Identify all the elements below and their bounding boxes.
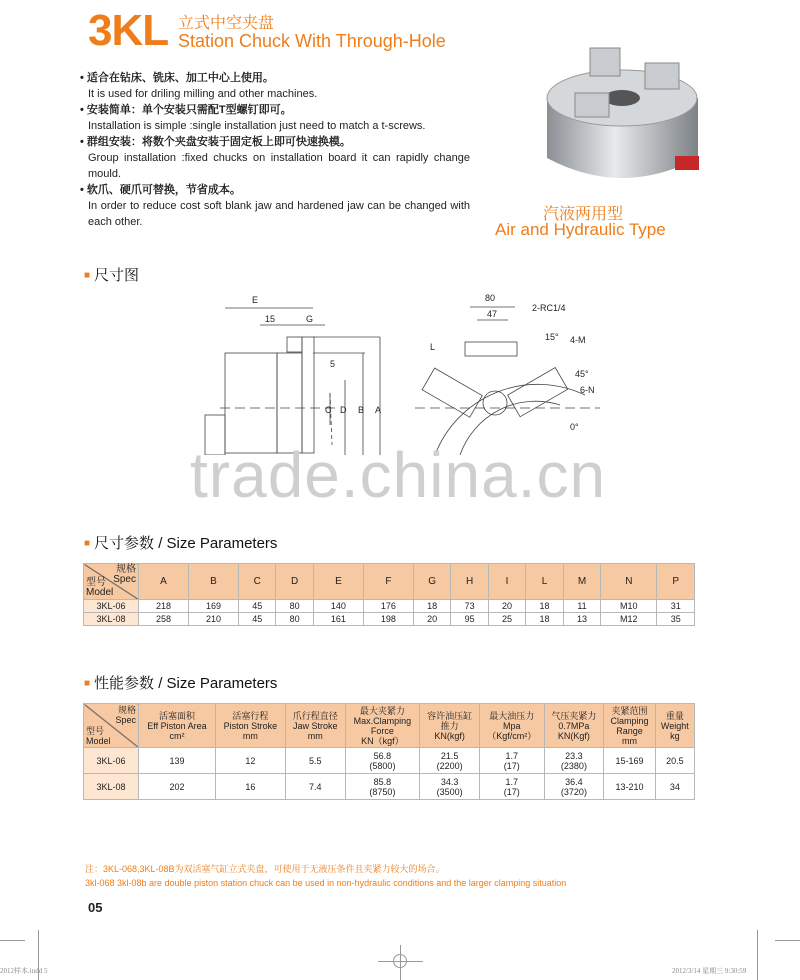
- column-header: M: [563, 564, 600, 600]
- column-header: E: [313, 564, 363, 600]
- value-cell: [655, 774, 694, 800]
- dim-label: E: [252, 295, 259, 305]
- header-line: KN(Kgf): [557, 730, 590, 741]
- spec-cn: 规格: [116, 564, 136, 575]
- value-line: 13-210: [615, 781, 644, 792]
- value-cell: 73: [451, 600, 488, 613]
- product-caption-en: Air and Hydraulic Type: [495, 220, 666, 239]
- column-header: A: [139, 564, 189, 600]
- column-header: [215, 704, 285, 748]
- column-header: [544, 704, 604, 748]
- column-header: [139, 704, 216, 748]
- header-line: mm: [622, 735, 638, 746]
- value-cell: 25: [488, 613, 525, 626]
- value-line: (3720): [560, 786, 587, 797]
- column-header: D: [276, 564, 313, 600]
- feature-cn: • 群组安装：将数个夹盘安装于固定板上即可快速换模。: [80, 136, 351, 148]
- header-line: Eff Piston Area: [147, 720, 207, 731]
- column-header: N: [601, 564, 657, 600]
- feature-en: It is used for driling milling and other machines.: [88, 88, 318, 100]
- spec-cn: 规格: [117, 705, 136, 715]
- dim-label: 15°: [545, 332, 559, 342]
- value-cell: 45: [238, 600, 275, 613]
- value-line: 15-169: [615, 755, 644, 766]
- column-header: [604, 704, 655, 748]
- header-line: （Kgf/cm²）: [487, 730, 537, 741]
- value-cell: [345, 748, 420, 774]
- dim-label: 4-M: [570, 335, 586, 345]
- dim-label: G: [306, 314, 314, 324]
- column-header: [285, 704, 345, 748]
- value-cell: [544, 774, 604, 800]
- value-cell: [345, 774, 420, 800]
- value-line: 85.8: [373, 776, 392, 787]
- dim-label: 47: [487, 309, 498, 319]
- value-cell: 80: [276, 600, 313, 613]
- value-line: (17): [503, 760, 520, 771]
- value-cell: 210: [188, 613, 238, 626]
- square-bullet-icon: ■: [84, 678, 91, 689]
- value-cell: 198: [363, 613, 413, 626]
- spec-label: [113, 565, 136, 585]
- column-header: [655, 704, 694, 748]
- column-header: F: [363, 564, 413, 600]
- header-line: Piston Stroke: [223, 720, 278, 731]
- value-line: 1.7: [505, 776, 519, 787]
- header-line: Jaw Stroke: [292, 720, 338, 731]
- footnote-en: 3kl-068 3kl-08b are double piston station chuck can be used in non-hydraulic conditions and the larger clamping situation: [85, 878, 567, 888]
- dim-label: 6-N: [580, 385, 595, 395]
- value-line: 7.4: [308, 781, 322, 792]
- model-cn: 型号: [86, 577, 106, 588]
- value-line: (17): [503, 786, 520, 797]
- value-cell: 140: [313, 600, 363, 613]
- header-line: KN(kgf): [434, 730, 465, 741]
- value-line: (2380): [560, 760, 587, 771]
- model-label: [86, 726, 111, 746]
- value-line: 23.3: [565, 750, 583, 761]
- registration-mark: [393, 954, 407, 968]
- model-cell: 3KL-08: [84, 774, 139, 800]
- section-title: 尺寸参数 / Size Parameters: [94, 535, 278, 552]
- header-line: 最大夹紧力: [359, 705, 405, 716]
- value-line: 34.3: [440, 776, 459, 787]
- value-cell: 80: [276, 613, 313, 626]
- value-line: 12: [245, 755, 256, 766]
- feature-en: Group installation :fixed chucks on installation board it can rapidly change mould.: [88, 152, 470, 180]
- header-line: 爪行程直径: [292, 710, 338, 721]
- header-line: Force: [370, 725, 394, 736]
- column-header: [480, 704, 545, 748]
- value-cell: 31: [657, 600, 695, 613]
- table-row: [84, 613, 695, 626]
- value-line: 56.8: [373, 750, 392, 761]
- column-header: L: [526, 564, 563, 600]
- value-cell: [544, 748, 604, 774]
- spec-label: [115, 705, 136, 725]
- value-line: 20.5: [666, 755, 684, 766]
- dim-label: A: [375, 405, 382, 415]
- value-line: 1.7: [505, 750, 519, 761]
- feature-en: Installation is simple :single installation just need to match a t-screws.: [88, 120, 426, 132]
- value-cell: 169: [188, 600, 238, 613]
- value-line: (8750): [369, 786, 396, 797]
- column-header: [420, 704, 480, 748]
- header-line: Range: [616, 725, 643, 736]
- title-en: Station Chuck With Through-Hole: [178, 31, 446, 51]
- section-heading-size: [84, 532, 277, 553]
- title-cn: 立式中空夹盘: [178, 15, 275, 32]
- watermark: trade.china.cn: [190, 439, 607, 511]
- footnote-cn: 注：3KL-068,3KL-08B为双活塞气缸立式夹盘，可使用于无液压条件且夹紧力较大的场合。: [85, 864, 445, 874]
- value-cell: 20: [413, 613, 450, 626]
- header-line: 0.7MPa: [558, 720, 590, 731]
- model-spec-header: [84, 704, 139, 748]
- column-header: [345, 704, 420, 748]
- slug-date: 2012/3/14 星期三 9:30:59: [672, 967, 747, 975]
- value-cell: [420, 774, 480, 800]
- model-en: Model: [86, 587, 114, 598]
- value-cell: 161: [313, 613, 363, 626]
- size-parameters-table: [83, 563, 695, 626]
- dim-label: D: [340, 405, 347, 415]
- slug-file: 2012样本.indd 5: [0, 967, 48, 975]
- header-line: mm: [307, 730, 323, 741]
- column-header: H: [451, 564, 488, 600]
- dim-label: C: [325, 405, 332, 415]
- value-cell: 35: [657, 613, 695, 626]
- header-line: 容许油压缸: [427, 710, 473, 721]
- crop-mark: [775, 940, 800, 941]
- value-cell: 18: [413, 600, 450, 613]
- value-cell: [215, 748, 285, 774]
- section-heading-performance: [84, 672, 277, 693]
- dim-label: 5: [330, 359, 336, 369]
- table-row: [84, 748, 695, 774]
- feature-en: In order to reduce cost soft blank jaw and hardened jaw can be changed with each other.: [88, 200, 470, 228]
- value-line: 21.5: [440, 750, 459, 761]
- header-line: KN（kgf）: [361, 735, 404, 746]
- dimension-drawing: [170, 285, 610, 455]
- header-line: 推力: [440, 720, 459, 731]
- product-caption-cn: 汽液两用型: [543, 206, 624, 223]
- header-line: 活塞面积: [158, 710, 195, 721]
- value-cell: [604, 774, 655, 800]
- feature-cn: • 适合在钻床、铣床、加工中心上使用。: [80, 72, 274, 84]
- value-cell: 258: [139, 613, 189, 626]
- feature-cn: • 安装简单：单个安装只需配T型螺钉即可。: [80, 104, 292, 116]
- product-photo: [535, 38, 710, 198]
- footnote: [85, 862, 566, 890]
- header-line: Max.Clamping: [353, 715, 412, 726]
- value-cell: 11: [563, 600, 600, 613]
- value-cell: [285, 748, 345, 774]
- product-code: 3KL: [88, 6, 169, 55]
- model-cell: 3KL-08: [84, 613, 139, 626]
- header-line: 活塞行程: [232, 710, 269, 721]
- dim-label: 2-RC1/4: [532, 303, 566, 313]
- page-number: 05: [88, 900, 103, 915]
- value-cell: [604, 748, 655, 774]
- square-bullet-icon: ■: [84, 270, 91, 281]
- value-cell: 45: [238, 613, 275, 626]
- feature-cn: • 软爪、硬爪可替换，节省成本。: [80, 184, 241, 196]
- model-cell: 3KL-06: [84, 600, 139, 613]
- value-cell: [480, 748, 545, 774]
- value-line: (3500): [436, 786, 463, 797]
- header-line: 气压夹紧力: [551, 710, 597, 721]
- value-line: (5800): [369, 760, 396, 771]
- dim-label: B: [358, 405, 365, 415]
- dim-label: 80: [485, 293, 496, 303]
- model-cn: 型号: [86, 726, 105, 736]
- value-cell: [139, 748, 216, 774]
- model-cell: 3KL-06: [84, 748, 139, 774]
- value-cell: 95: [451, 613, 488, 626]
- header-line: kg: [670, 730, 680, 741]
- header-line: Weight: [660, 720, 689, 731]
- column-header: P: [657, 564, 695, 600]
- value-line: 34: [669, 781, 680, 792]
- value-cell: 13: [563, 613, 600, 626]
- value-cell: 18: [526, 600, 563, 613]
- dim-label: L: [430, 342, 436, 352]
- dim-label: 0°: [570, 422, 579, 432]
- value-cell: [139, 774, 216, 800]
- model-en: Model: [86, 736, 111, 746]
- value-cell: 20: [488, 600, 525, 613]
- value-line: 36.4: [565, 776, 583, 787]
- table-row: [84, 774, 695, 800]
- crop-mark: [0, 940, 25, 941]
- header-line: mm: [242, 730, 258, 741]
- header-line: Clamping: [610, 715, 649, 726]
- square-bullet-icon: ■: [84, 538, 91, 549]
- header-line: Mpa: [503, 720, 521, 731]
- header-line: cm²: [169, 730, 185, 741]
- value-cell: [655, 748, 694, 774]
- value-cell: 218: [139, 600, 189, 613]
- column-header: G: [413, 564, 450, 600]
- model-spec-header: [84, 564, 139, 600]
- spec-en: Spec: [113, 574, 136, 585]
- value-cell: [480, 774, 545, 800]
- value-cell: 176: [363, 600, 413, 613]
- section-title: 尺寸图: [94, 267, 140, 284]
- header-line: 重量: [665, 710, 684, 721]
- value-line: 16: [245, 781, 256, 792]
- section-heading-drawing: [84, 264, 139, 285]
- performance-parameters-table: [83, 703, 695, 800]
- value-line: (2200): [436, 760, 463, 771]
- value-cell: [215, 774, 285, 800]
- dim-label: 45°: [575, 369, 589, 379]
- value-cell: [285, 774, 345, 800]
- column-header: C: [238, 564, 275, 600]
- value-cell: M10: [601, 600, 657, 613]
- value-line: 139: [169, 755, 185, 766]
- value-cell: 18: [526, 613, 563, 626]
- header-line: 夹紧范围: [611, 705, 648, 716]
- table-row: [84, 600, 695, 613]
- spec-en: Spec: [115, 715, 136, 725]
- value-line: 5.5: [308, 755, 322, 766]
- section-title: 性能参数 / Size Parameters: [94, 675, 278, 692]
- column-header: B: [188, 564, 238, 600]
- value-cell: M12: [601, 613, 657, 626]
- header-line: 最大油压力: [489, 710, 535, 721]
- dim-label: 15: [265, 314, 276, 324]
- value-line: 202: [169, 781, 185, 792]
- feature-list: [80, 70, 470, 230]
- column-header: I: [488, 564, 525, 600]
- crop-mark: [757, 930, 758, 980]
- value-cell: [420, 748, 480, 774]
- model-label: [86, 578, 113, 598]
